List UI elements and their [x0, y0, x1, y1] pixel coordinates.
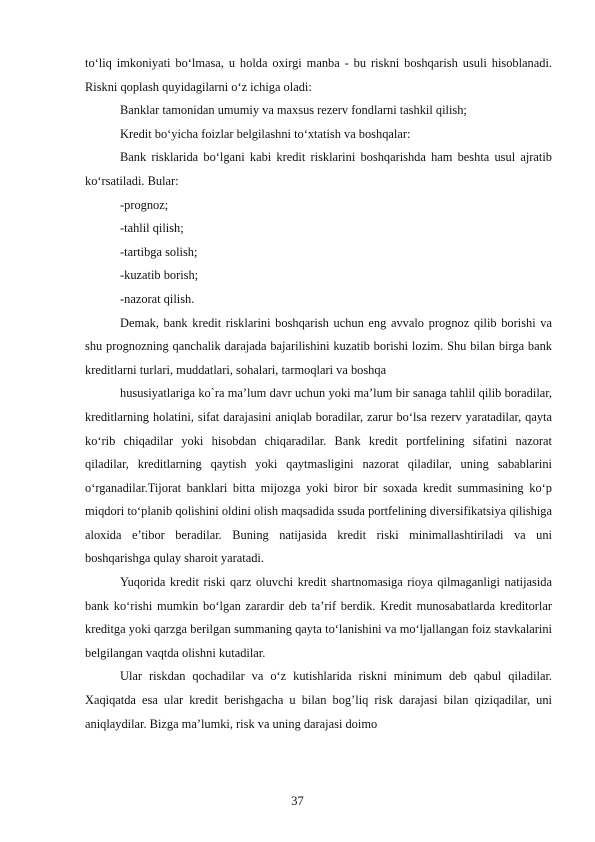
paragraph-portfolio-analysis: hususiyatlariga ko`ra ma’lum davr uchun yoki ma’lum bir sanaga tahlil qilib boradilar, kreditlarning holatini, sifat darajasini aniqlab boradilar, zarur bo‘lsa rezerv yaratadilar, qayta ko‘rib chiqadilar yoki hisobdan chiqaradilar. Bank kredit portfelining sifatini nazorat qiladilar, kreditlarning qaytish yoki qaytmasligini nazorat qiladilar, uning sabablarini o‘rganadilar.Tijorat banklari bitta mijozga yoki biror bir soxada kredit summasining ko‘p miqdori to‘planib qolishini oldini olish maqsadida ssuda portfelining diversifikatsiya qilishiga aloxida e’tibor beradilar. Buning natijasida kredit riski minimallashtiriladi va uni boshqarishga qulay sharoit yaratadi.: [85, 386, 552, 566]
paragraph-five-methods: Bank risklarida bo‘lgani kabi kredit risklarini boshqarishda ham beshta usul ajratib ko‘rsatiladi. Bular:: [85, 150, 552, 188]
list-item-monitoring: -kuzatib borish;: [120, 268, 199, 283]
paragraph-credit-risk-definition: Yuqorida kredit riski qarz oluvchi kredit shartnomasiga rioya qilmaganligi natijasida bank ko‘rishi mumkin bo‘lgan zarardir deb ta’rif berdik. Kredit munosabatlarda kreditorlar kreditga yoki qarzga berilgan summaning qayta to‘lanishini va mo‘ljallangan foiz stavkalarini belgilangan vaqtda olishni kutadilar.: [85, 575, 552, 660]
page-number: 37: [291, 794, 304, 808]
list-item-regulation: -tartibga solish;: [120, 244, 198, 259]
list-item-analysis: -tahlil qilish;: [120, 221, 184, 236]
paragraph-reserve-funds: Banklar tamonidan umumiy va maxsus rezerv fondlarni tashkil qilish;: [120, 103, 467, 118]
paragraph-forecasting: Demak, bank kredit risklarini boshqarish uchun eng avvalo prognoz qilib borishi va shu prognozning qanchalik darajada bajarilishini kuzatib borishi lozim. Shu bilan birga bank kreditlarni turlari, muddatlari, sohalari, tarmoqlari va boshqa: [85, 315, 552, 377]
list-item-control: -nazorat qilish.: [120, 291, 195, 306]
paragraph-risk-avoidance: Ular riskdan qochadilar va o‘z kutishlarida riskni minimum deb qabul qiladilar. Xaqiqatda esa ular kredit berishgacha u bilan bog’liq risk darajasi bilan qiziqadilar, uni aniqlaydilar. Bizga ma’lumki, risk va uning darajasi doimo: [85, 669, 552, 731]
list-item-forecast: -prognoz;: [120, 197, 169, 212]
document-page: [85, 52, 552, 736]
paragraph-continuation: to‘liq imkoniyati bo‘lmasa, u holda oxirgi manba - bu riskni boshqarish usuli hisoblanadi. Riskni qoplash quyidagilarni o‘z ichiga oladi:: [85, 56, 552, 94]
paragraph-stop-interest: Kredit bo‘yicha foizlar belgilashni to‘xtatish va boshqalar:: [120, 126, 411, 141]
